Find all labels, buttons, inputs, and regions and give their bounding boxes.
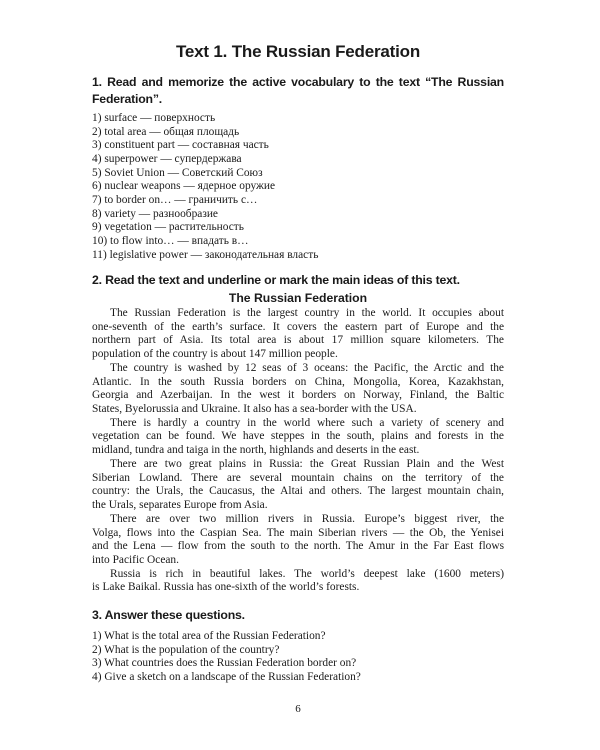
text-line: There is hardly a country in the world where such a variety of scenery and: [110, 416, 504, 429]
section-1-heading: [92, 74, 504, 108]
vocab-item: 8) variety — разнообразие: [92, 207, 218, 220]
vocab-item: 9) vegetation — растительность: [92, 221, 244, 234]
section-1-heading-line: 1. Read and memorize the active vocabulary to the text “The Russian: [92, 75, 504, 89]
text-line: the Urals, separates Europe from Asia.: [92, 499, 268, 512]
text-line: midland, tundra and taiga in the north, highlands and deserts in the east.: [92, 444, 420, 457]
text-line: Russia is rich in beautiful lakes. The world’s deepest lake (1600 meters): [110, 567, 504, 580]
text-line: There are two great plains in Russia: the Great Russian Plain and the West: [110, 457, 504, 470]
question-item: 4) Give a sketch on a landscape of the Russian Federation?: [92, 670, 361, 683]
text-line: Volga, flows into the Caspian Sea. The main Siberian rivers — the Ob, the Yenisei: [92, 526, 504, 539]
vocabulary-list: [92, 112, 504, 262]
vocab-item: 1) surface — поверхность: [92, 112, 216, 124]
text-line: Atlantic. In the south Russia borders on China, Mongolia, Korea, Kazakhstan,: [92, 375, 504, 388]
question-item: 1) What is the total area of the Russian Federation?: [92, 630, 326, 642]
question-item: 3) What countries does the Russian Federation border on?: [92, 657, 357, 670]
text-line: The Russian Federation is the largest country in the world. It occupies about: [110, 307, 504, 319]
vocab-item: 5) Soviet Union — Советский Союз: [92, 166, 263, 179]
reading-text: [92, 307, 504, 595]
section-1-heading-line: Federation”.: [92, 92, 163, 106]
text-line: is Lake Baikal. Russia has one-sixth of the world’s forests.: [92, 581, 360, 594]
reading-text-title: The Russian Federation: [228, 291, 368, 305]
text-line: vegetation can be found. We have steppes in the south, plains and forests in the: [92, 430, 504, 443]
page-number: 6: [295, 703, 301, 715]
vocab-item: 10) to flow into… — впадать в…: [92, 234, 249, 247]
text-line: one-seventh of the earth’s surface. It covers the eastern part of Europe and the: [92, 320, 504, 333]
section-3-heading: 3. Answer these questions.: [92, 608, 245, 622]
text-line: population of the country is about 147 million people.: [92, 348, 338, 361]
page-title: Text 1. The Russian Federation: [175, 42, 421, 61]
text-line: into Pacific Ocean.: [92, 553, 179, 566]
section-2-heading: 2. Read the text and underline or mark the main ideas of this text.: [92, 273, 460, 287]
text-line: Siberian Lowland. There are several mountain chains on the territory of the: [92, 471, 504, 484]
text-line: States, Byelorussia and Ukraine. It also has a sea-border with the USA.: [92, 403, 417, 416]
text-line: The country is washed by 12 seas of 3 oceans: the Pacific, the Arctic and the: [110, 361, 504, 374]
text-line: country: the Urals, the Caucasus, the Altai and others. The largest mountain chain,: [92, 485, 504, 498]
questions-list: [92, 630, 504, 685]
question-item: 2) What is the population of the country?: [92, 643, 280, 656]
text-line: and the Lena — flow from the south to the north. The Amur in the Far East flows: [92, 540, 504, 553]
text-line: northern part of Asia. Its total area is about 17 million square kilometers. The: [92, 334, 504, 347]
text-line: Georgia and Azerbaijan. In the west it borders on Norway, Finland, the Baltic: [92, 389, 504, 402]
vocab-item: 2) total area — общая площадь: [92, 125, 240, 138]
vocab-item: 7) to border on… — граничить с…: [92, 193, 258, 206]
vocab-item: 6) nuclear weapons — ядерное оружие: [92, 180, 276, 193]
text-line: There are over two million rivers in Russia. Europe’s biggest river, the: [110, 512, 504, 525]
vocab-item: 4) superpower — супердержава: [92, 152, 242, 165]
vocab-item: 3) constituent part — составная часть: [92, 139, 269, 152]
vocab-item: 11) legislative power — законодательная власть: [92, 248, 319, 261]
